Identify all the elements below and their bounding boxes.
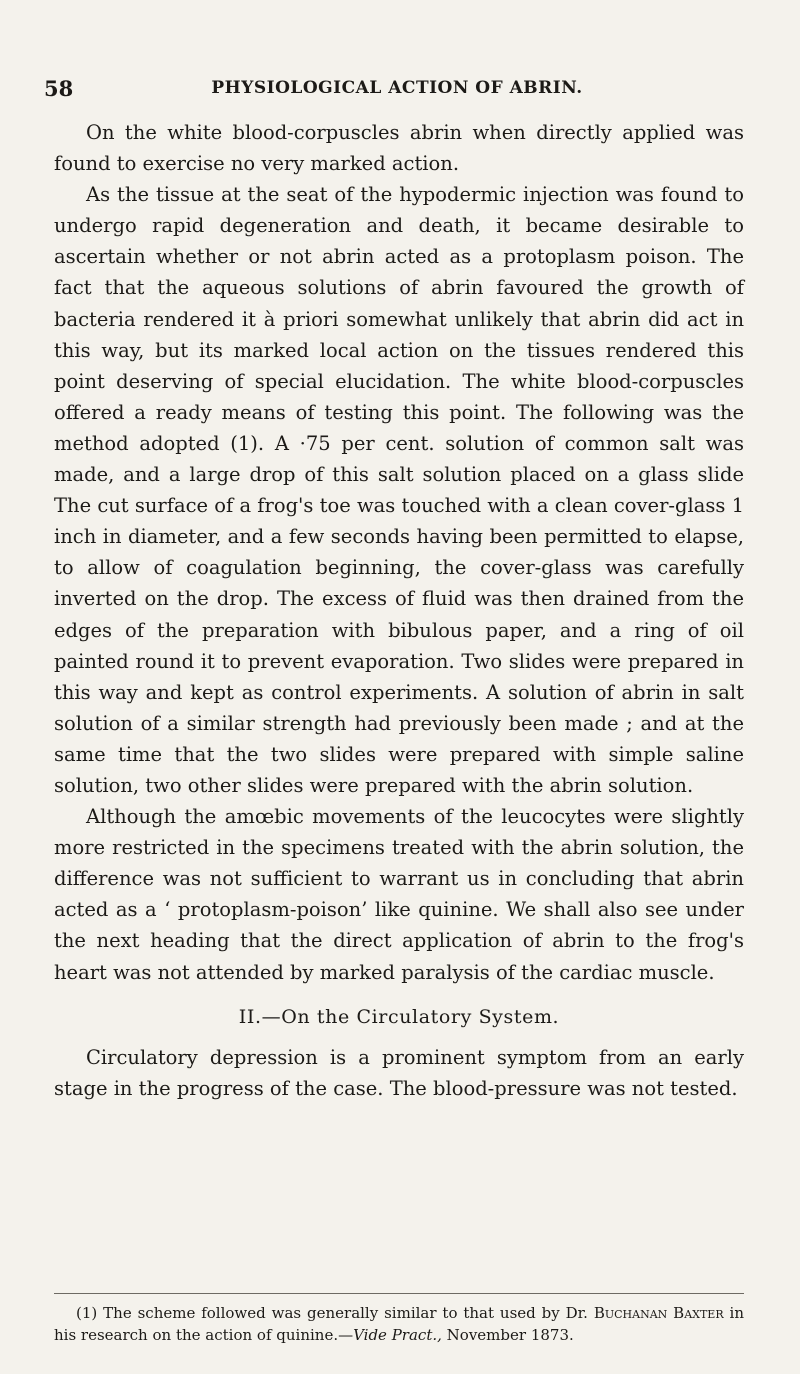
- page-number: 58: [44, 76, 74, 101]
- footnote-text-before: The scheme followed was generally similar to that used by Dr.: [103, 1304, 588, 1322]
- paragraph-amoebic-movements: Although the amœbic movements of the leucocytes were slightly more restricted in the specimens treated with the abrin solution, the difference was not sufficient to warrant us in concluding that abrin acted as a ‘ protoplasm-poison’ like quinine. We shall also see under the next heading that the direct application of abrin to the frog's heart was not attended by marked paralysis of the cardiac muscle.: [54, 805, 744, 984]
- paragraph-protoplasm-poison-method: As the tissue at the seat of the hypodermic injection was found to undergo rapid degeneration and death, it became desirable to ascertain whether or not abrin acted as a protoplasm poison. The fact that the aqueous solutions of abrin favoured the growth of bacteria rendered it à priori somewhat unlikely that abrin did act in this way, but its marked local action on the tissues rendered this point deserving of special elucidation. The white blood-corpuscles offered a ready means of testing this point. The following was the method adopted (1). A ·75 per cent. solution of common salt was made, and a large drop of this salt solution placed on a glass slide The cut surface of a frog's toe was touched with a clean cover-glass 1 inch in diameter, and a few seconds having been permitted to elapse, to allow of coagulation beginning, the cover-glass was carefully inverted on the drop. The excess of fluid was then drained from the edges of the preparation with bibulous paper, and a ring of oil painted round it to prevent evaporation. Two slides were prepared in this way and kept as control experiments. A solution of abrin in salt solution of a similar strength had previously been made ; and at the same time that the two slides were prepared with simple saline solution, two other slides were prepared with the abrin solution.: [54, 183, 744, 797]
- footnote: [54, 1302, 744, 1346]
- paragraph-white-corpuscles: On the white blood-corpuscles abrin when directly applied was found to exercise no very marked action.: [54, 121, 744, 176]
- page-header: [44, 76, 750, 106]
- section-heading-circulatory-system: II.—On the Circulatory System.: [238, 1005, 560, 1028]
- footnote-author: Buchanan Baxter: [593, 1304, 724, 1322]
- footnote-marker: (1): [76, 1304, 98, 1322]
- footnote-text-after: November 1873.: [446, 1326, 574, 1344]
- footnote-text: [54, 1302, 744, 1346]
- footnote-text-middle: in his research on the action of quinine.—: [54, 1304, 744, 1344]
- paragraph-circulatory-depression: Circulatory depression is a prominent symptom from an early stage in the progress of the case. The blood-pressure was not tested.: [54, 1045, 744, 1100]
- footnote-divider: [54, 1293, 744, 1294]
- footnote-citation: Vide Pract.,: [353, 1326, 442, 1344]
- body-text: [54, 117, 744, 1104]
- running-head: PHYSIOLOGICAL ACTION OF ABRIN.: [211, 78, 583, 98]
